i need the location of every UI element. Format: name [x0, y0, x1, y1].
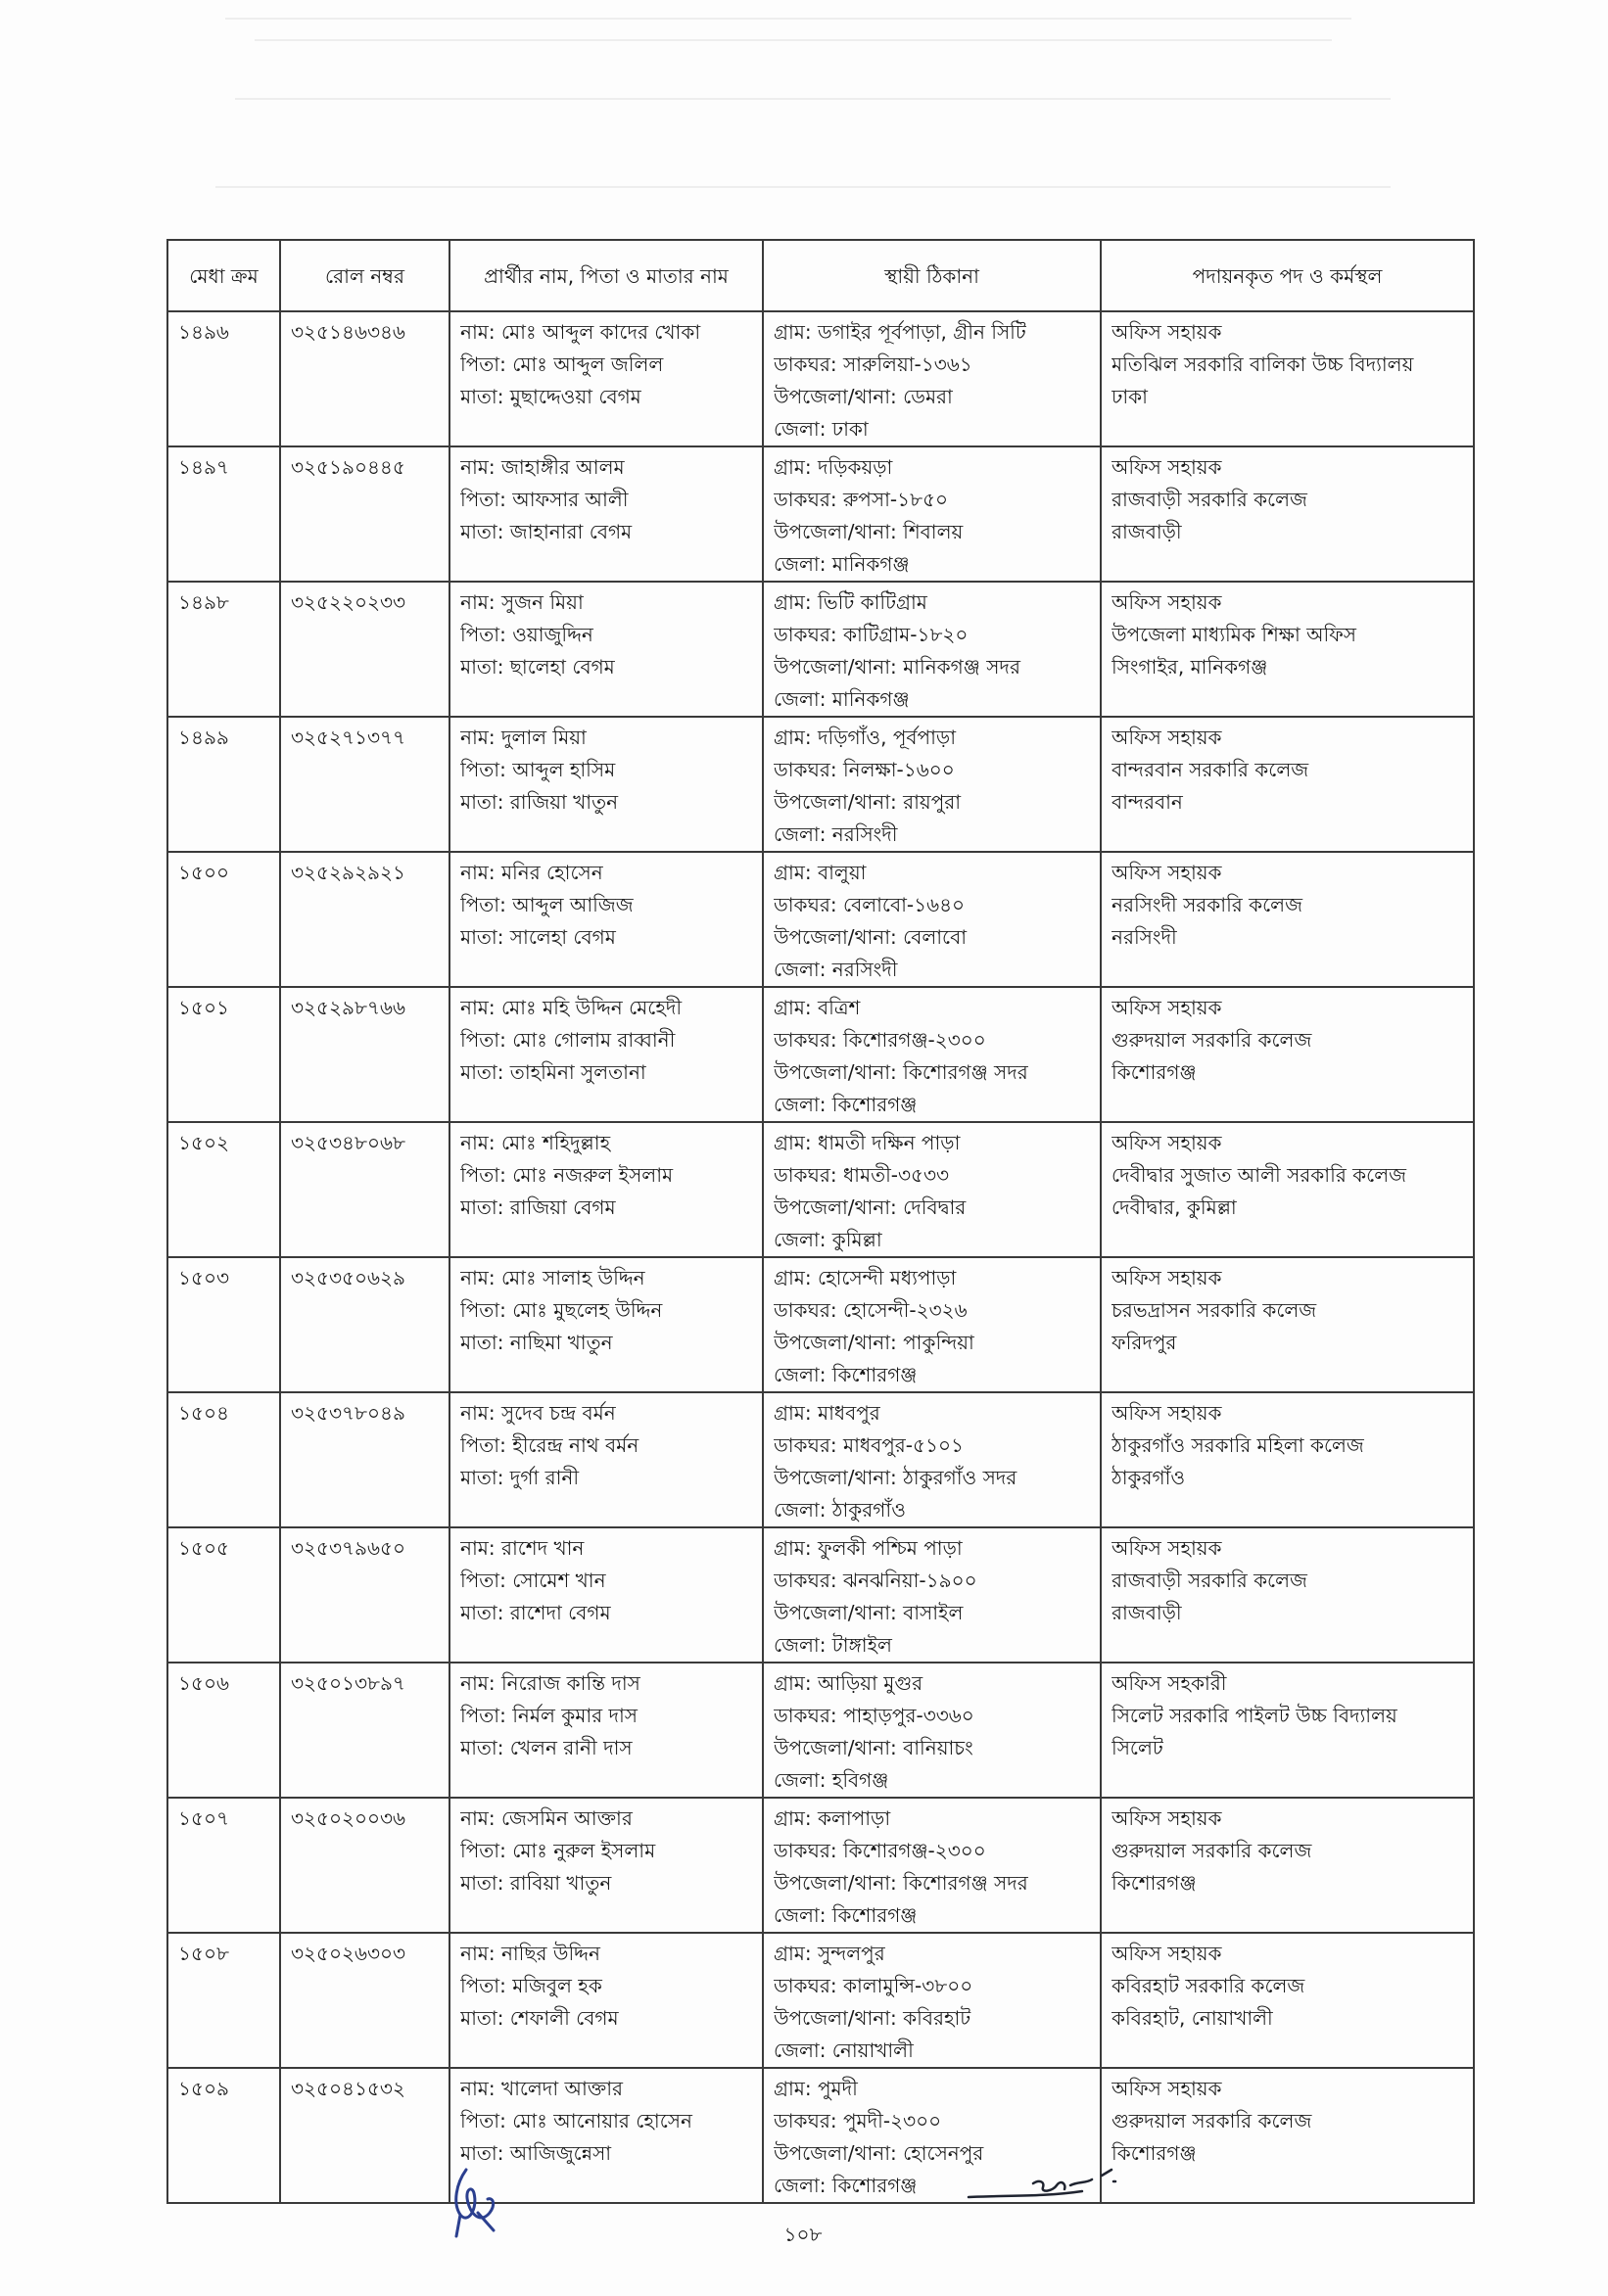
roll-number-cell: ৩২৫৩৪৮০৬৮	[280, 1122, 449, 1257]
address-line: জেলা: হবিগঞ্জ	[774, 1768, 889, 1792]
candidate-line: নাম: নিরোজ কান্তি দাস	[460, 1671, 640, 1695]
candidate-line: পিতা: মোঃ মুছলেহ উদ্দিন	[460, 1298, 663, 1322]
candidate-line: নাম: মোঃ সালাহ উদ্দিন	[460, 1266, 645, 1289]
candidate-line: পিতা: মোঃ গোলাম রাব্বানী	[460, 1028, 676, 1052]
candidate-line: পিতা: নির্মল কুমার দাস	[460, 1704, 638, 1727]
candidate-info-cell	[449, 987, 763, 1122]
posting-line: কবিরহাট, নোয়াখালী	[1111, 2006, 1273, 2030]
address-line: জেলা: কিশোরগঞ্জ	[774, 1903, 918, 1927]
address-cell	[763, 1798, 1101, 1933]
address-line: গ্রাম: মাধবপুর	[774, 1401, 880, 1425]
address-line: উপজেলা/থানা: কিশোরগঞ্জ সদর	[774, 1871, 1028, 1895]
table-row	[167, 1663, 1474, 1798]
candidate-info-cell	[449, 717, 763, 852]
candidate-line: নাম: সুদেব চন্দ্র বর্মন	[460, 1401, 616, 1425]
candidate-line: নাম: জাহাঙ্গীর আলম	[460, 455, 625, 479]
posting-line: অফিস সহায়ক	[1111, 861, 1222, 884]
posting-line: গুরুদয়াল সরকারি কলেজ	[1111, 1839, 1312, 1862]
address-line: জেলা: কিশোরগঞ্জ	[774, 1093, 918, 1116]
candidate-line: পিতা: সোমেশ খান	[460, 1569, 606, 1592]
posting-line: বান্দরবান	[1111, 790, 1183, 814]
candidate-line: নাম: মনির হোসেন	[460, 861, 603, 884]
candidate-line: নাম: খালেদা আক্তার	[460, 2077, 624, 2100]
candidate-line: পিতা: আফসার আলী	[460, 488, 629, 511]
address-cell	[763, 1663, 1101, 1798]
candidate-line: মাতা: খেলন রানী দাস	[460, 1736, 633, 1759]
posting-line: অফিস সহায়ক	[1111, 1806, 1222, 1830]
candidate-line: মাতা: রাশেদা বেগম	[460, 1601, 611, 1624]
roll-number-cell: ৩২৫২৯৮৭৬৬	[280, 987, 449, 1122]
posting-line: অফিস সহায়ক	[1111, 1942, 1222, 1965]
posting-line: চরভদ্রাসন সরকারি কলেজ	[1111, 1298, 1317, 1322]
address-line: জেলা: ঢাকা	[774, 417, 869, 441]
posting-line: অফিস সহায়ক	[1111, 2077, 1222, 2100]
address-line: জেলা: কিশোরগঞ্জ	[774, 1363, 918, 1386]
merit-serial-cell: ১৫০৪	[167, 1392, 280, 1527]
roll-number-cell: ৩২৫১৪৬৩৪৬	[280, 311, 449, 446]
address-line: জেলা: নোয়াখালী	[774, 2038, 914, 2062]
posting-line: ঠাকুরগাঁও	[1111, 1466, 1186, 1489]
address-line: ডাকঘর: বেলাবো-১৬৪০	[774, 893, 966, 916]
candidate-line: নাম: মোঃ আব্দুল কাদের খোকা	[460, 320, 701, 344]
address-line: উপজেলা/থানা: কবিরহাট	[774, 2006, 971, 2030]
posting-line: কবিরহাট সরকারি কলেজ	[1111, 1974, 1305, 1997]
address-line: ডাকঘর: মাধবপুর-৫১০১	[774, 1433, 964, 1457]
merit-serial-cell: ১৫০৮	[167, 1933, 280, 2068]
merit-serial-cell: ১৫০৬	[167, 1663, 280, 1798]
address-line: জেলা: কুমিল্লা	[774, 1228, 882, 1251]
signature-right-icon	[965, 2162, 1160, 2211]
merit-serial-cell: ১৫০৭	[167, 1798, 280, 1933]
candidate-line: মাতা: ছালেহা বেগম	[460, 655, 615, 679]
table-row	[167, 1257, 1474, 1392]
table-row	[167, 717, 1474, 852]
address-line: গ্রাম: ভিটি কাটিগ্রাম	[774, 590, 927, 614]
address-line: জেলা: নরসিংদী	[774, 822, 898, 846]
candidate-info-cell	[449, 1257, 763, 1392]
roll-number-cell: ৩২৫০২০০৩৬	[280, 1798, 449, 1933]
candidate-line: পিতা: হীরেন্দ্র নাথ বর্মন	[460, 1433, 639, 1457]
posting-cell	[1101, 1933, 1474, 2068]
posting-cell	[1101, 1392, 1474, 1527]
address-line: জেলা: মানিকগঞ্জ	[774, 552, 910, 576]
address-line: উপজেলা/থানা: বানিয়াচং	[774, 1736, 973, 1759]
candidate-info-cell	[449, 1933, 763, 2068]
address-line: উপজেলা/থানা: ঠাকুরগাঁও সদর	[774, 1466, 1017, 1489]
candidate-info-cell	[449, 311, 763, 446]
table-row	[167, 2068, 1474, 2203]
candidate-line: মাতা: জাহানারা বেগম	[460, 520, 633, 543]
candidate-line: মাতা: রাজিয়া বেগম	[460, 1195, 616, 1219]
address-line: গ্রাম: ডগাইর পূর্বপাড়া, গ্রীন সিটি	[774, 320, 1026, 344]
address-line: জেলা: কিশোরগঞ্জ	[774, 2174, 918, 2197]
table-header-row	[167, 240, 1474, 311]
table-row	[167, 446, 1474, 582]
candidate-info-cell	[449, 1663, 763, 1798]
candidate-line: মাতা: নাছিমা খাতুন	[460, 1331, 613, 1354]
candidate-line: মাতা: আজিজুন্নেসা	[460, 2141, 612, 2165]
signature-left-icon	[439, 2164, 517, 2242]
table-row	[167, 1933, 1474, 2068]
candidate-line: নাম: জেসমিন আক্তার	[460, 1806, 633, 1830]
posting-line: রাজবাড়ী	[1111, 1601, 1182, 1624]
address-line: ডাকঘর: কিশোরগঞ্জ-২৩০০	[774, 1839, 986, 1862]
posting-line: রাজবাড়ী সরকারি কলেজ	[1111, 488, 1307, 511]
address-line: ডাকঘর: ধামতী-৩৫৩৩	[774, 1163, 950, 1187]
table-row	[167, 1798, 1474, 1933]
candidate-line: মাতা: রাজিয়া খাতুন	[460, 790, 619, 814]
address-line: জেলা: ঠাকুরগাঁও	[774, 1498, 906, 1522]
address-line: গ্রাম: সুন্দলপুর	[774, 1942, 885, 1965]
merit-serial-cell: ১৪৯৯	[167, 717, 280, 852]
table-row	[167, 1122, 1474, 1257]
scan-bleed-line	[235, 98, 1391, 100]
posting-line: অফিস সহায়ক	[1111, 455, 1222, 479]
address-line: ডাকঘর: নিলক্ষা-১৬০০	[774, 758, 955, 781]
candidate-line: মাতা: মুছাদ্দেওয়া বেগম	[460, 385, 641, 408]
posting-line: নরসিংদী সরকারি কলেজ	[1111, 893, 1302, 916]
posting-line: উপজেলা মাধ্যমিক শিক্ষা অফিস	[1111, 623, 1357, 646]
table-row	[167, 987, 1474, 1122]
merit-list-table	[166, 239, 1475, 2204]
address-line: গ্রাম: ধামতী দক্ষিন পাড়া	[774, 1131, 961, 1154]
address-line: ডাকঘর: কাটিগ্রাম-১৮২০	[774, 623, 969, 646]
address-line: উপজেলা/থানা: কিশোরগঞ্জ সদর	[774, 1060, 1028, 1084]
address-line: গ্রাম: কলাপাড়া	[774, 1806, 891, 1830]
posting-line: গুরুদয়াল সরকারি কলেজ	[1111, 2109, 1312, 2132]
address-cell	[763, 582, 1101, 717]
candidate-line: মাতা: সালেহা বেগম	[460, 925, 616, 949]
posting-line: কিশোরগঞ্জ	[1111, 1060, 1197, 1084]
merit-serial-cell: ১৪৯৬	[167, 311, 280, 446]
posting-line: কিশোরগঞ্জ	[1111, 1871, 1197, 1895]
posting-line: অফিস সহায়ক	[1111, 1536, 1222, 1560]
address-line: ডাকঘর: সারুলিয়া-১৩৬১	[774, 352, 972, 376]
candidate-line: মাতা: শেফালী বেগম	[460, 2006, 619, 2030]
roll-number-cell: ৩২৫৩৭৯৬৫০	[280, 1527, 449, 1663]
roll-number-cell: ৩২৫০১৩৮৯৭	[280, 1663, 449, 1798]
address-line: উপজেলা/থানা: হোসেনপুর	[774, 2141, 984, 2165]
posting-cell	[1101, 1257, 1474, 1392]
address-cell	[763, 1527, 1101, 1663]
address-cell	[763, 987, 1101, 1122]
address-line: উপজেলা/থানা: পাকুন্দিয়া	[774, 1331, 974, 1354]
address-line: ডাকঘর: ঝনঝনিয়া-১৯০০	[774, 1569, 977, 1592]
candidate-line: পিতা: মোঃ নুরুল ইসলাম	[460, 1839, 656, 1862]
merit-serial-cell: ১৫০৫	[167, 1527, 280, 1663]
roll-number-cell: ৩২৫২৭১৩৭৭	[280, 717, 449, 852]
posting-cell	[1101, 582, 1474, 717]
address-cell	[763, 446, 1101, 582]
address-line: ডাকঘর: পুমদী-২৩০০	[774, 2109, 942, 2132]
posting-line: অফিস সহকারী	[1111, 1671, 1227, 1695]
posting-line: সিংগাইর, মানিকগঞ্জ	[1111, 655, 1268, 679]
address-cell	[763, 717, 1101, 852]
candidate-line: নাম: মোঃ মহি উদ্দিন মেহেদী	[460, 996, 683, 1019]
address-line: গ্রাম: হোসেন্দী মধ্যপাড়া	[774, 1266, 957, 1289]
merit-serial-cell: ১৫০৩	[167, 1257, 280, 1392]
table-row	[167, 311, 1474, 446]
posting-line: অফিস সহায়ক	[1111, 1401, 1222, 1425]
candidate-info-cell	[449, 1798, 763, 1933]
candidate-info-cell	[449, 852, 763, 987]
merit-serial-cell: ১৫০১	[167, 987, 280, 1122]
candidate-line: নাম: রাশেদ খান	[460, 1536, 585, 1560]
roll-number-cell: ৩২৫০৪১৫৩২	[280, 2068, 449, 2203]
posting-cell	[1101, 1527, 1474, 1663]
merit-serial-cell: ১৫০২	[167, 1122, 280, 1257]
address-cell	[763, 311, 1101, 446]
address-line: জেলা: মানিকগঞ্জ	[774, 687, 910, 711]
merit-serial-cell: ১৪৯৭	[167, 446, 280, 582]
candidate-line: পিতা: মোঃ আনোয়ার হোসেন	[460, 2109, 692, 2132]
header-posting: পদায়নকৃত পদ ও কর্মস্থল	[1101, 240, 1474, 311]
address-line: ডাকঘর: কিশোরগঞ্জ-২৩০০	[774, 1028, 986, 1052]
candidate-line: পিতা: মজিবুল হক	[460, 1974, 602, 1997]
table-row	[167, 1527, 1474, 1663]
candidate-info-cell	[449, 582, 763, 717]
address-cell	[763, 1392, 1101, 1527]
address-line: জেলা: টাঙ্গাইল	[774, 1633, 892, 1657]
address-line: উপজেলা/থানা: বাসাইল	[774, 1601, 964, 1624]
address-line: গ্রাম: দড়িকয়ড়া	[774, 455, 893, 479]
address-line: উপজেলা/থানা: শিবালয়	[774, 520, 964, 543]
address-line: গ্রাম: আড়িয়া মুগুর	[774, 1671, 923, 1695]
address-line: জেলা: নরসিংদী	[774, 958, 898, 981]
address-cell	[763, 852, 1101, 987]
candidate-line: মাতা: দুর্গা রানী	[460, 1466, 580, 1489]
address-line: গ্রাম: ফুলকী পশ্চিম পাড়া	[774, 1536, 963, 1560]
candidate-line: নাম: সুজন মিয়া	[460, 590, 584, 614]
roll-number-cell: ৩২৫১৯০৪৪৫	[280, 446, 449, 582]
address-cell	[763, 1933, 1101, 2068]
roll-number-cell: ৩২৫৩৭৮০৪৯	[280, 1392, 449, 1527]
posting-line: কিশোরগঞ্জ	[1111, 2141, 1197, 2165]
posting-line: রাজবাড়ী সরকারি কলেজ	[1111, 1569, 1307, 1592]
candidate-line: পিতা: মোঃ নজরুল ইসলাম	[460, 1163, 674, 1187]
posting-line: দেবীদ্বার সুজাত আলী সরকারি কলেজ	[1111, 1163, 1407, 1187]
posting-line: অফিস সহায়ক	[1111, 996, 1222, 1019]
posting-cell	[1101, 1122, 1474, 1257]
posting-line: অফিস সহায়ক	[1111, 1131, 1222, 1154]
posting-line: অফিস সহায়ক	[1111, 590, 1222, 614]
address-cell	[763, 1122, 1101, 1257]
candidate-info-cell	[449, 1527, 763, 1663]
posting-line: অফিস সহায়ক	[1111, 1266, 1222, 1289]
candidate-line: মাতা: তাহমিনা সুলতানা	[460, 1060, 646, 1084]
candidate-info-cell	[449, 446, 763, 582]
posting-line: বান্দরবান সরকারি কলেজ	[1111, 758, 1309, 781]
posting-line: ঠাকুরগাঁও সরকারি মহিলা কলেজ	[1111, 1433, 1364, 1457]
merit-serial-cell: ১৪৯৮	[167, 582, 280, 717]
posting-line: ঢাকা	[1111, 385, 1148, 408]
merit-serial-cell: ১৫০৯	[167, 2068, 280, 2203]
table-row	[167, 582, 1474, 717]
header-candidate-name: প্রার্থীর নাম, পিতা ও মাতার নাম	[449, 240, 763, 311]
scan-bleed-line	[255, 39, 1332, 41]
address-line: উপজেলা/থানা: বেলাবো	[774, 925, 968, 949]
table-body	[167, 311, 1474, 2203]
posting-line: নরসিংদী	[1111, 925, 1177, 949]
posting-cell	[1101, 987, 1474, 1122]
posting-cell	[1101, 717, 1474, 852]
roll-number-cell: ৩২৫০২৬৩০৩	[280, 1933, 449, 2068]
address-line: গ্রাম: বালুয়া	[774, 861, 867, 884]
posting-line: অফিস সহায়ক	[1111, 726, 1222, 749]
posting-line: রাজবাড়ী	[1111, 520, 1182, 543]
posting-line: সিলেট	[1111, 1736, 1163, 1759]
posting-cell	[1101, 852, 1474, 987]
address-line: ডাকঘর: কালামুন্সি-৩৮০০	[774, 1974, 973, 1997]
candidate-line: পিতা: আব্দুল আজিজ	[460, 893, 634, 916]
address-line: ডাকঘর: হোসেন্দী-২৩২৬	[774, 1298, 968, 1322]
scan-bleed-line	[215, 186, 1391, 188]
address-line: ডাকঘর: পাহাড়পুর-৩৩৬০	[774, 1704, 974, 1727]
table-row	[167, 852, 1474, 987]
candidate-line: নাম: নাছির উদ্দিন	[460, 1942, 600, 1965]
candidate-info-cell	[449, 1122, 763, 1257]
posting-line: সিলেট সরকারি পাইলট উচ্চ বিদ্যালয়	[1111, 1704, 1397, 1727]
posting-cell	[1101, 446, 1474, 582]
candidate-line: পিতা: মোঃ আব্দুল জলিল	[460, 352, 664, 376]
posting-cell	[1101, 1798, 1474, 1933]
address-cell	[763, 1257, 1101, 1392]
candidate-line: মাতা: রাবিয়া খাতুন	[460, 1871, 612, 1895]
header-roll-number: রোল নম্বর	[280, 240, 449, 311]
table-row	[167, 1392, 1474, 1527]
scan-bleed-line	[225, 18, 1351, 20]
candidate-line: পিতা: ওয়াজুদ্দিন	[460, 623, 593, 646]
roll-number-cell: ৩২৫২৯২৯২১	[280, 852, 449, 987]
header-merit-serial: মেধা ক্রম	[167, 240, 280, 311]
posting-line: ফরিদপুর	[1111, 1331, 1177, 1354]
candidate-line: নাম: দুলাল মিয়া	[460, 726, 587, 749]
posting-line: দেবীদ্বার, কুমিল্লা	[1111, 1195, 1237, 1219]
page-number: ১০৮	[783, 2223, 823, 2246]
address-line: গ্রাম: পুমদী	[774, 2077, 858, 2100]
header-permanent-address: স্থায়ী ঠিকানা	[763, 240, 1101, 311]
address-line: উপজেলা/থানা: রায়পুরা	[774, 790, 962, 814]
address-line: উপজেলা/থানা: ডেমরা	[774, 385, 953, 408]
candidate-info-cell	[449, 1392, 763, 1527]
address-line: গ্রাম: দড়িগাঁও, পূর্বপাড়া	[774, 726, 956, 749]
roll-number-cell: ৩২৫৩৫০৬২৯	[280, 1257, 449, 1392]
posting-line: অফিস সহায়ক	[1111, 320, 1222, 344]
candidate-line: নাম: মোঃ শহিদুল্লাহ	[460, 1131, 611, 1154]
posting-cell	[1101, 1663, 1474, 1798]
address-line: গ্রাম: বত্রিশ	[774, 996, 861, 1019]
address-line: উপজেলা/থানা: মানিকগঞ্জ সদর	[774, 655, 1020, 679]
candidate-line: পিতা: আব্দুল হাসিম	[460, 758, 616, 781]
posting-cell	[1101, 311, 1474, 446]
posting-line: মতিঝিল সরকারি বালিকা উচ্চ বিদ্যালয়	[1111, 352, 1414, 376]
roll-number-cell: ৩২৫২২০২৩৩	[280, 582, 449, 717]
address-line: ডাকঘর: রুপসা-১৮৫০	[774, 488, 949, 511]
address-line: উপজেলা/থানা: দেবিদ্বার	[774, 1195, 967, 1219]
posting-line: গুরুদয়াল সরকারি কলেজ	[1111, 1028, 1312, 1052]
merit-serial-cell: ১৫০০	[167, 852, 280, 987]
